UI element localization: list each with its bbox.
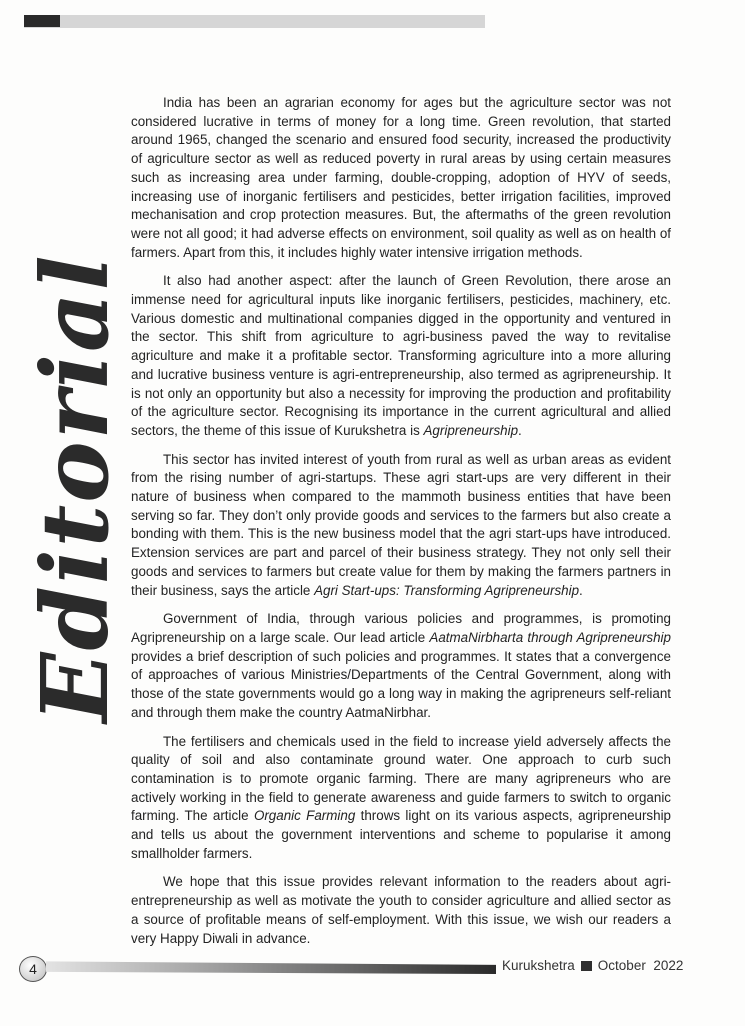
article-title-aatmanirbharta: AatmaNirbharta through Agripreneurship [429,629,671,645]
article-title-agri-startups: Agri Start-ups: Transforming Agripreneurship [314,582,580,598]
page-number: 4 [29,961,37,977]
footer-info [502,958,683,973]
separator-square-icon [581,961,592,971]
page-number-badge [19,956,47,982]
footer-gradient-bar [46,960,496,974]
issue-date: October 2022 [597,958,684,973]
editorial-body [131,94,671,958]
header-decorative-block [24,15,60,27]
theme-title: Agripreneurship [423,422,519,438]
article-title-organic-farming: Organic Farming [253,808,356,824]
section-title-vertical [15,252,135,723]
paragraph-4: Government of India, through various policies and programmes, is promoting Agripreneurship on a large scale. Our lead article AatmaNirbharta through Agripreneurship provides a brief description of such policies and programmes. It states that a convergence of approaches of various Ministries/Departments of the Central Government, along with those of the state governments would go a long way in making the agripreneurs self-reliant and through them make the country AatmaNirbhar. [131,611,671,720]
paragraph-2: It also had another aspect: after the launch of Green Revolution, there arose an immense need for agricultural inputs like inorganic fertilisers, pesticides, machinery, etc. Various domestic and multinational companies digged in the opportunity and ventured in the sector. This shift from agriculture to agri-business paved the way to revitalise agriculture and make it a profitable sector. Transforming agriculture into a more alluring and lucrative business venture is agri-entrepreneurship, also termed as agripreneurship. It is not only an opportunity but also a necessity for improving the production and profitability of the agriculture sector. Recognising its importance in the current agricultural and allied sectors, the theme of this issue of Kurukshetra is Agripreneurship. [131,273,671,438]
paragraph-6: We hope that this issue provides relevant information to the readers about agri-entrepreneurship as well as motivate the youth to consider agriculture and allied sector as a source of profitable means of self-employment. With this issue, we wish our readers a very Happy Diwali in advance. [131,874,671,946]
section-title: Editorial [21,252,129,723]
header-decorative-bar [24,15,485,28]
paragraph-3: This sector has invited interest of youth from rural as well as urban areas as evident from the rising number of agri-startups. These agri start-ups are very different in their nature of business when compared to the mammoth business entities that have been serving so far. They don’t only provide goods and services to the farmers but also create a bonding with them. This is the new business model that the agri start-ups have introduced. Extension services are part and parcel of their business strategy. They not only sell their goods and services to farmers but create value for them by making the farmers partners in their business, says the article Agri Start-ups: Transforming Agripreneurship. [131,451,671,598]
magazine-name: Kurukshetra [502,958,575,973]
paragraph-1: India has been an agrarian economy for ages but the agriculture sector was not considered lucrative in terms of money for a long time. Green revolution, that started around 1965, changed the scenario and ensured food security, increased the productivity of agriculture sector as well as reduced poverty in rural areas by using certain measures such as increasing area under farming, double-cropping, adoption of HYV of seeds, increasing use of inorganic fertilisers and pesticides, better irrigation facilities, improved mechanisation and crop protection measures. But, the aftermaths of the green revolution were not all good; it had adverse effects on environment, soil quality as well as on health of farmers. Apart from this, it includes highly water intensive irrigation methods. [131,95,671,260]
paragraph-5: The fertilisers and chemicals used in the field to increase yield adversely affects the quality of soil and also contaminate ground water. One approach to curb such contamination is to promote organic farming. There are many agripreneurs who are actively working in the field to generate awareness and guide farmers to switch to organic farming. The article Organic Farming throws light on its various aspects, agripreneurship and tells us about the government interventions and scheme to popularise it among smallholder farmers. [131,733,672,861]
